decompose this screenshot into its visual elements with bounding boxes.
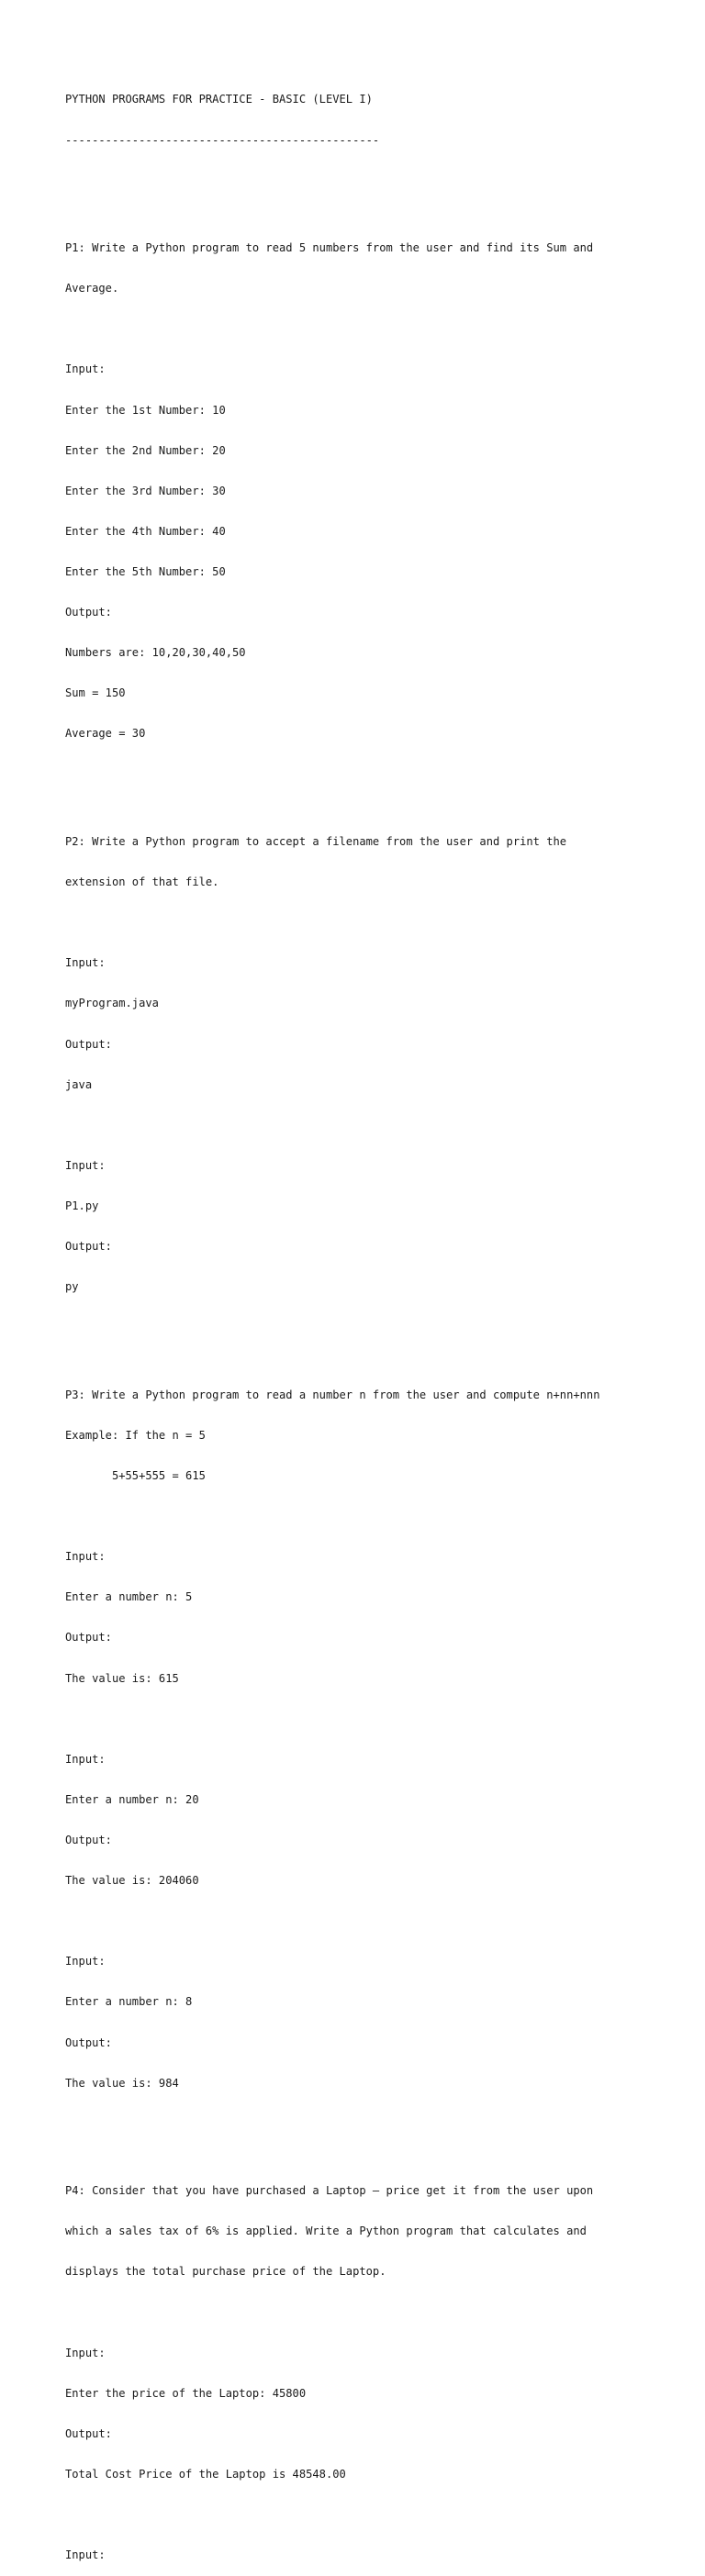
p4-input-label: Input: bbox=[65, 2346, 106, 2359]
p3-example-input-label: Input: bbox=[65, 1955, 106, 1968]
p4-question-line-3: displays the total purchase price of the Laptop. bbox=[65, 2265, 386, 2279]
p3-example-output: The value is: 984 bbox=[65, 2076, 179, 2090]
p2-example-input-label: Input: bbox=[65, 956, 106, 970]
spacer bbox=[65, 2306, 671, 2320]
p3-example-output-label: Output: bbox=[65, 1833, 112, 1846]
p3-example-output-label: Output: bbox=[65, 2035, 112, 2049]
p3-example-line-2: 5+55+555 = 615 bbox=[65, 1469, 206, 1483]
p1-input-line: Enter the 5th Number: 50 bbox=[65, 564, 226, 578]
p2-example-output-label: Output: bbox=[65, 1037, 112, 1051]
title-rule: ----------------------------------------------- bbox=[65, 133, 380, 147]
p2-example-output: py bbox=[65, 1280, 79, 1294]
p4-next-input-label: Input: bbox=[65, 2548, 106, 2562]
document-page bbox=[65, 66, 671, 2576]
p1-input-line: Enter the 2nd Number: 20 bbox=[65, 443, 226, 457]
spacer bbox=[65, 1712, 671, 1726]
p1-question-line-1: P1: Write a Python program to read 5 numbers from the user and find its Sum and bbox=[65, 241, 594, 255]
p2-example-input-label: Input: bbox=[65, 1158, 106, 1172]
p3-example-line-1: Example: If the n = 5 bbox=[65, 1428, 206, 1442]
spacer bbox=[65, 1119, 671, 1132]
spacer bbox=[65, 2508, 671, 2522]
spacer bbox=[65, 916, 671, 930]
p1-input-line: Enter the 4th Number: 40 bbox=[65, 524, 226, 538]
p3-example-output: The value is: 615 bbox=[65, 1671, 179, 1685]
spacer bbox=[65, 322, 671, 336]
p4-question-line-1: P4: Consider that you have purchased a Laptop – price get it from the user upon bbox=[65, 2184, 594, 2198]
p3-example-input-label: Input: bbox=[65, 1752, 106, 1766]
spacer bbox=[65, 768, 671, 782]
p2-question-line-1: P2: Write a Python program to accept a filename from the user and print the bbox=[65, 835, 567, 849]
p3-example-input: Enter a number n: 5 bbox=[65, 1590, 193, 1604]
spacer bbox=[65, 1914, 671, 1928]
p3-example-input: Enter a number n: 8 bbox=[65, 1995, 193, 2009]
p1-output-line: Numbers are: 10,20,30,40,50 bbox=[65, 646, 246, 660]
spacer bbox=[65, 1510, 671, 1523]
p3-example-output-label: Output: bbox=[65, 1631, 112, 1645]
p4-input: Enter the price of the Laptop: 45800 bbox=[65, 2386, 307, 2400]
p1-question-line-2: Average. bbox=[65, 282, 119, 296]
p1-input-line: Enter the 3rd Number: 30 bbox=[65, 484, 226, 497]
document-title: PYTHON PROGRAMS FOR PRACTICE - BASIC (LEVEL I) bbox=[65, 93, 373, 106]
p4-output: Total Cost Price of the Laptop is 48548.00 bbox=[65, 2467, 346, 2481]
p1-output-line: Sum = 150 bbox=[65, 686, 126, 700]
p3-example-input-label: Input: bbox=[65, 1550, 106, 1564]
p3-question-line-1: P3: Write a Python program to read a number n from the user and compute n+nn+nnn bbox=[65, 1388, 600, 1401]
p2-example-output-label: Output: bbox=[65, 1240, 112, 1254]
p4-output-label: Output: bbox=[65, 2426, 112, 2440]
p1-input-label: Input: bbox=[65, 362, 106, 376]
spacer bbox=[65, 2117, 671, 2131]
p4-question-line-2: which a sales tax of 6% is applied. Write a Python program that calculates and bbox=[65, 2225, 587, 2238]
spacer bbox=[65, 1321, 671, 1334]
p1-output-line: Average = 30 bbox=[65, 727, 146, 741]
p2-example-input: myProgram.java bbox=[65, 997, 159, 1010]
p1-input-line: Enter the 1st Number: 10 bbox=[65, 403, 226, 417]
p2-example-input: P1.py bbox=[65, 1199, 99, 1212]
spacer bbox=[65, 174, 671, 188]
p3-example-output: The value is: 204060 bbox=[65, 1874, 199, 1888]
p3-example-input: Enter a number n: 20 bbox=[65, 1792, 199, 1806]
p1-output-label: Output: bbox=[65, 606, 112, 619]
p2-question-line-2: extension of that file. bbox=[65, 875, 219, 889]
p2-example-output: java bbox=[65, 1077, 93, 1091]
